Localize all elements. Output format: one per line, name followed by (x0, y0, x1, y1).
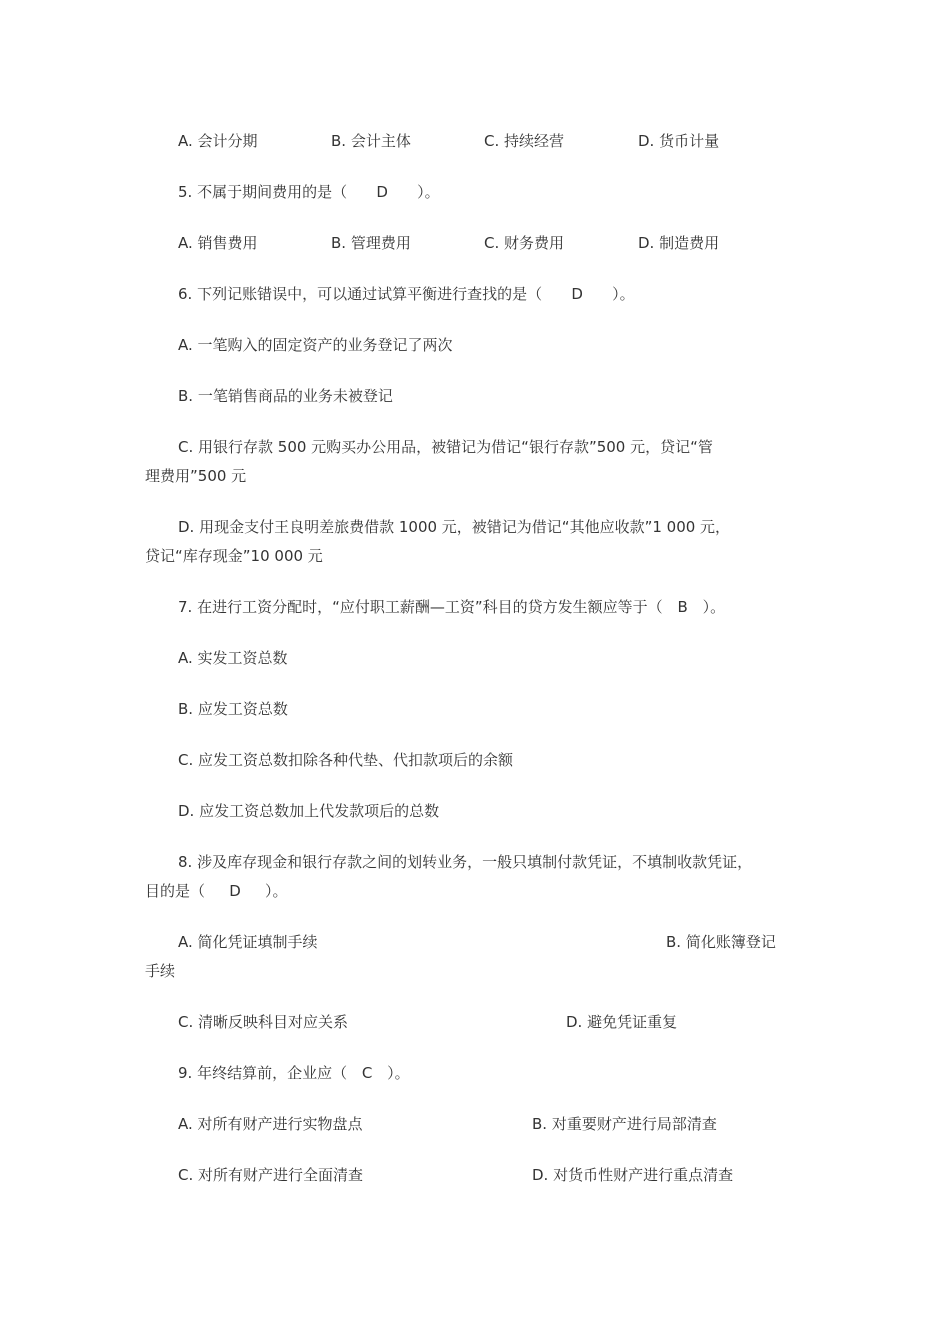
q7-stem-text: 7. 在进行工资分配时，“应付职工薪酬—工资”科目的贷方发生额应等于（ (178, 598, 663, 616)
q6-option-c: C. 用银行存款 500 元购买办公用品，被错记为借记“银行存款”500 元，贷记“管 (178, 438, 713, 456)
q8-option-a: A. 简化凭证填制手续 (178, 933, 318, 951)
q4-option-d: D. 货币计量 (638, 132, 720, 150)
q6-option-c-cont: 理费用”500 元 (145, 467, 247, 485)
q6-option-d: D. 用现金支付王良明差旅费借款 1000 元，被错记为借记“其他应收款”1 000 元， (178, 518, 731, 536)
q7-option-d: D. 应发工资总数加上代发款项后的总数 (178, 802, 440, 820)
q9-answer: C (361, 1064, 373, 1082)
q9-stem-close: ）。 (387, 1064, 410, 1082)
q7-option-a: A. 实发工资总数 (178, 649, 288, 667)
q9-stem-text: 9. 年终结算前，企业应（ (178, 1064, 348, 1082)
q5-stem (178, 182, 440, 202)
q8-stem-close: ）。 (265, 882, 288, 900)
q9-option-b: B. 对重要财产进行局部清查 (532, 1115, 717, 1133)
q8-option-c: C. 清晰反映科目对应关系 (178, 1013, 349, 1031)
q4-option-c: C. 持续经营 (484, 132, 565, 150)
q8-stem-cont (145, 881, 288, 901)
q8-answer: D (229, 882, 241, 900)
q4-option-a: A. 会计分期 (178, 132, 258, 150)
q7-option-c: C. 应发工资总数扣除各种代垫、代扣款项后的余额 (178, 751, 514, 769)
q7-stem (178, 597, 725, 617)
q5-stem-text: 5. 不属于期间费用的是（ (178, 183, 348, 201)
q8-stem: 8. 涉及库存现金和银行存款之间的划转业务，一般只填制付款凭证，不填制收款凭证， (178, 853, 753, 871)
q5-answer: D (376, 183, 388, 201)
q9-option-d: D. 对货币性财产进行重点清查 (532, 1166, 734, 1184)
q6-option-a: A. 一笔购入的固定资产的业务登记了两次 (178, 336, 453, 354)
q4-option-b: B. 会计主体 (331, 132, 411, 150)
q5-option-c: C. 财务费用 (484, 234, 565, 252)
q6-option-d-cont: 贷记“库存现金”10 000 元 (145, 547, 323, 565)
q5-option-a: A. 销售费用 (178, 234, 258, 252)
q8-option-d: D. 避免凭证重复 (566, 1013, 678, 1031)
q6-stem-close: ）。 (612, 285, 635, 303)
q5-stem-close: ）。 (417, 183, 440, 201)
q9-stem (178, 1063, 410, 1083)
q7-answer: B (677, 598, 688, 616)
q6-stem-text: 6. 下列记账错误中，可以通过试算平衡进行查找的是（ (178, 285, 543, 303)
q5-option-d: D. 制造费用 (638, 234, 720, 252)
q6-stem (178, 284, 635, 304)
q5-option-b: B. 管理费用 (331, 234, 411, 252)
q6-answer: D (571, 285, 583, 303)
q9-option-c: C. 对所有财产进行全面清查 (178, 1166, 364, 1184)
q9-option-a: A. 对所有财产进行实物盘点 (178, 1115, 363, 1133)
q7-stem-close: ）。 (702, 598, 726, 616)
q8-option-b-cont: 手续 (145, 962, 176, 980)
q8-stem-text: 目的是（ (145, 882, 206, 900)
q7-option-b: B. 应发工资总数 (178, 700, 288, 718)
q6-option-b: B. 一笔销售商品的业务未被登记 (178, 387, 393, 405)
q8-option-b: B. 简化账簿登记 (666, 933, 776, 951)
